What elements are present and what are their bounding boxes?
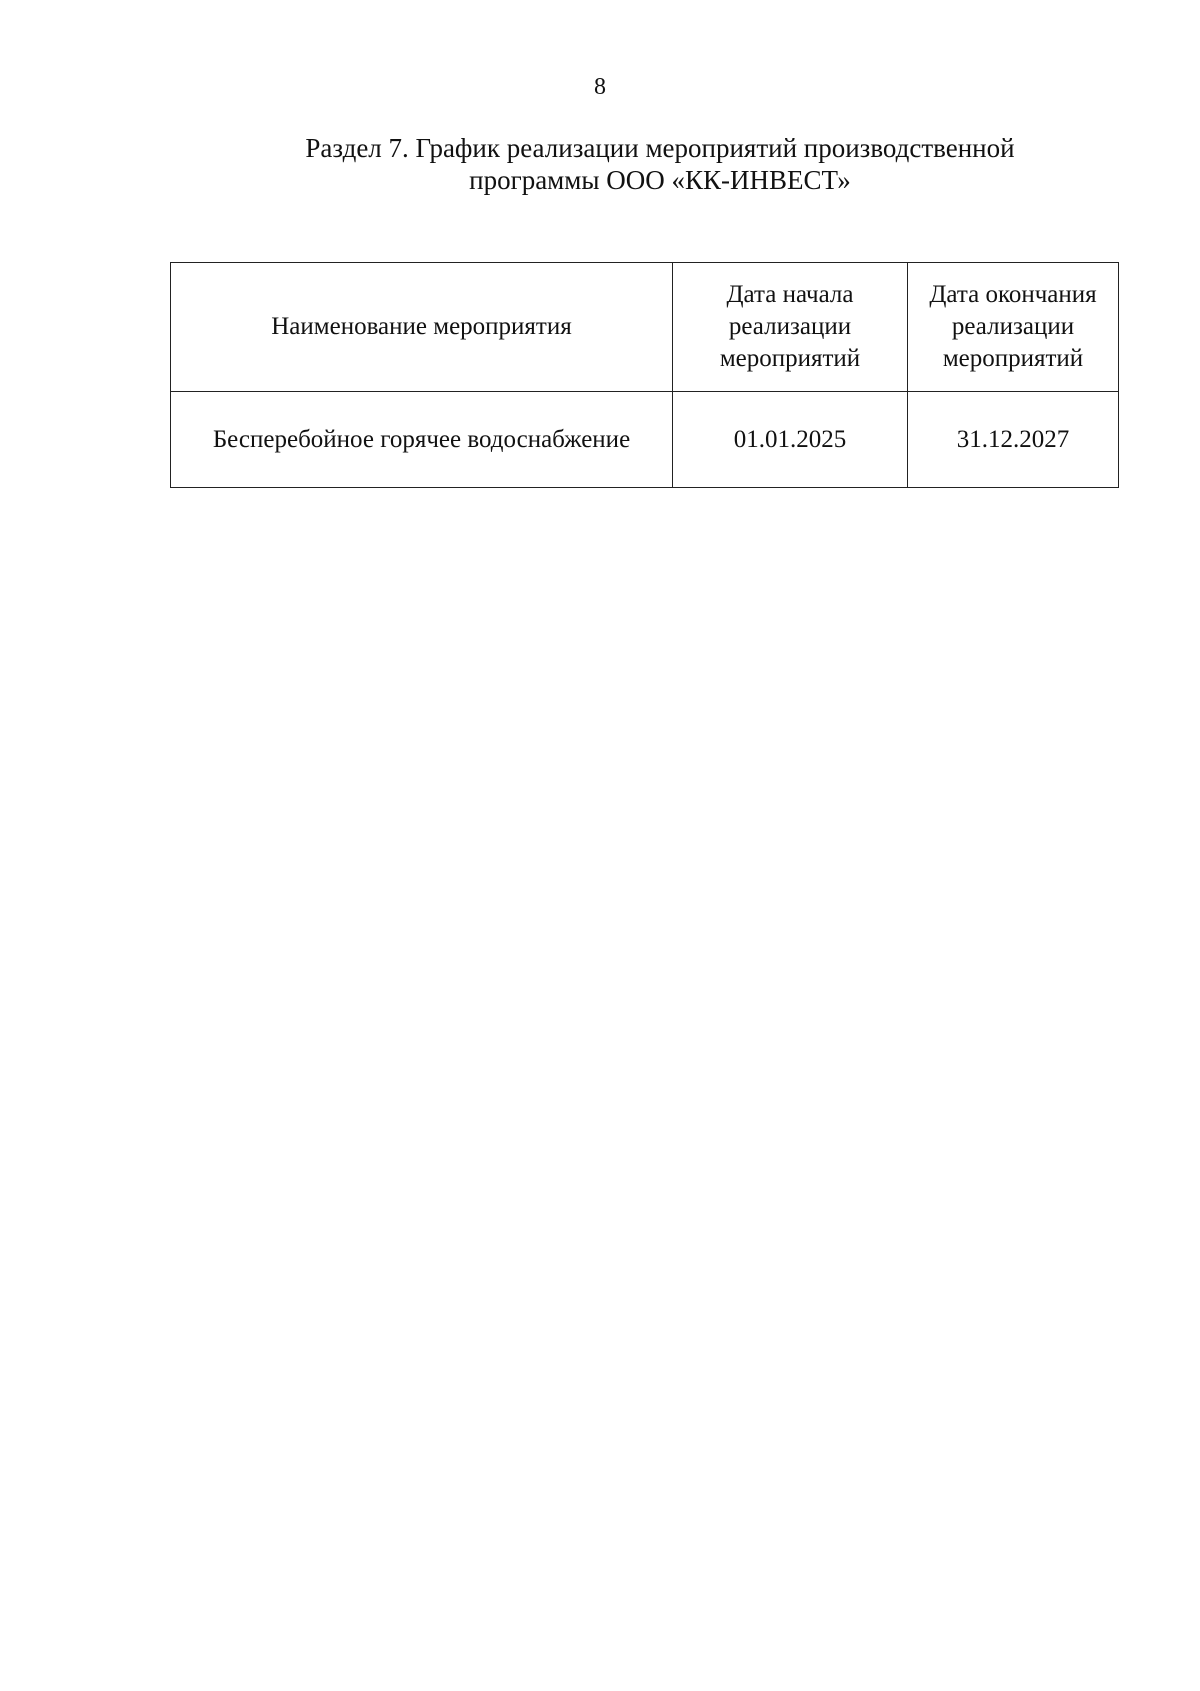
section-heading-line-2: программы ООО «КК-ИНВЕСТ»	[469, 165, 851, 195]
page-number: 8	[594, 74, 606, 100]
section-heading	[250, 132, 1070, 196]
cell-event-name: Бесперебойное горячее водоснабжение	[171, 392, 673, 488]
header-event-name: Наименование мероприятия	[171, 263, 673, 392]
schedule-table	[170, 262, 1119, 488]
header-start-date: Дата начала реализации мероприятий	[673, 263, 908, 392]
table-row	[171, 392, 1119, 488]
header-end-date: Дата окончания реализации мероприятий	[908, 263, 1119, 392]
table-header-row	[171, 263, 1119, 392]
cell-start-date: 01.01.2025	[673, 392, 908, 488]
cell-end-date: 31.12.2027	[908, 392, 1119, 488]
section-heading-line-1: Раздел 7. График реализации мероприятий производственной	[305, 133, 1015, 163]
